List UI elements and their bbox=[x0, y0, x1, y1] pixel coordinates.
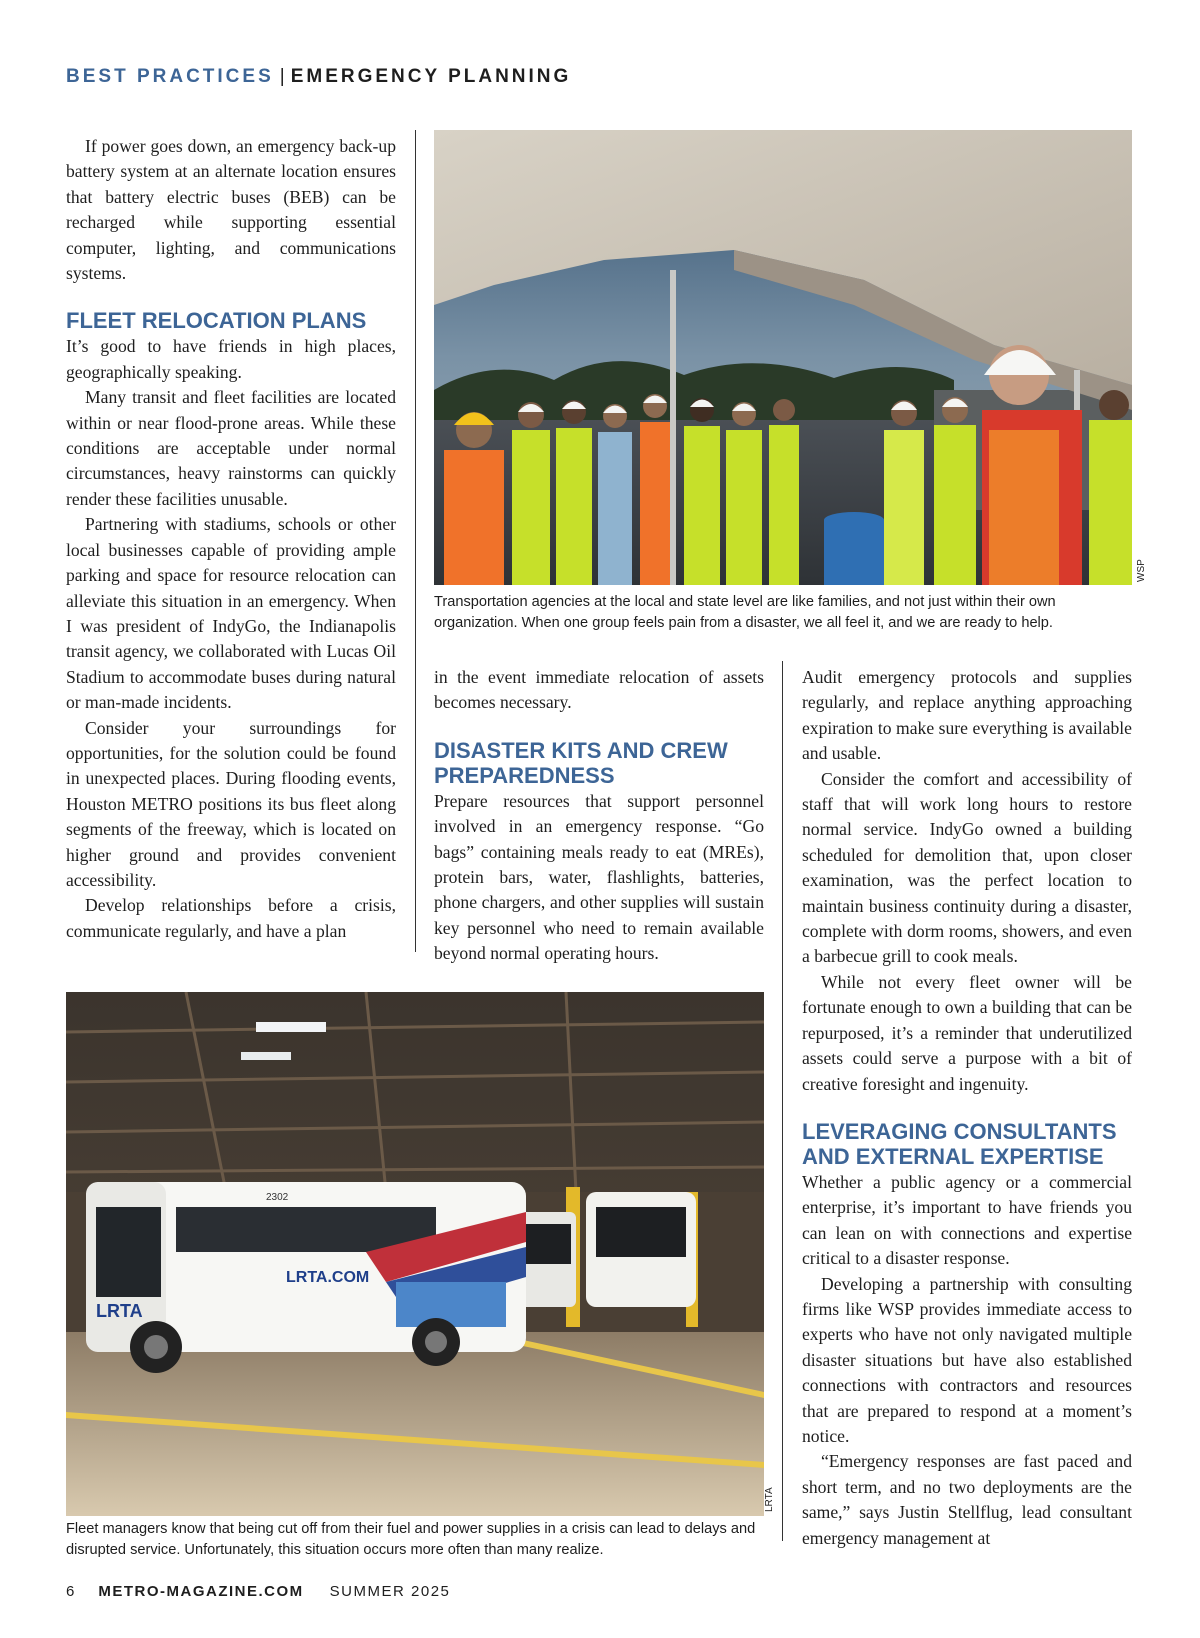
bus-number-text: 2302 bbox=[266, 1192, 289, 1203]
section-label: BEST PRACTICES bbox=[66, 66, 274, 87]
photo-credit-wsp: WSP bbox=[1136, 559, 1147, 582]
paragraph: Prepare resources that support personnel involved in an emergency response. “Go bags” containing meals ready to eat (MREs), protein bars, water, flashlights, batteries, phone chargers, and other supplies will sustain key personnel who need to remain available beyond normal operating hours. bbox=[434, 790, 764, 964]
bus-url-text: LRTA.COM bbox=[286, 1269, 370, 1286]
article-column-1 bbox=[66, 134, 396, 944]
paragraph: Many transit and fleet facilities are located within or near flood-prone areas. While these conditions are acceptable under normal circumstances, heavy rainstorms can quickly render these facilities unusable. bbox=[66, 387, 396, 509]
heading-leveraging-consultants: LEVERAGING CONSULTANTS AND EXTERNAL EXPERTISE bbox=[802, 1118, 1117, 1169]
photo-crew-briefing bbox=[434, 130, 1132, 585]
photo-caption-crew: Transportation agencies at the local and state level are like families, and not just within their own organization. When one group feels pain from a disaster, we all feel it, and we are ready to help. bbox=[434, 594, 1056, 631]
bus-brand-text: LRTA bbox=[96, 1301, 143, 1321]
column-divider bbox=[782, 661, 783, 1541]
issue-label: SUMMER 2025 bbox=[329, 1583, 451, 1600]
paragraph: Consider your surroundings for opportunities, for the solution could be found in unexpected places. During flooding events, Houston METRO positions its bus fleet along segments of the freeway, which is located on higher ground and provides convenient accessibility. bbox=[66, 717, 396, 890]
page-footer bbox=[66, 1583, 450, 1600]
photo-bus-garage bbox=[66, 992, 764, 1516]
photo-credit-lrta: LRTA bbox=[764, 1487, 775, 1512]
paragraph: Develop relationships before a crisis, communicate regularly, and have a plan bbox=[66, 895, 396, 941]
heading-fleet-relocation: FLEET RELOCATION PLANS bbox=[66, 308, 367, 334]
paragraph: Audit emergency protocols and supplies regularly, and replace anything approaching expiration to make sure everything is available and usable. bbox=[802, 667, 1132, 764]
site-name: METRO-MAGAZINE.COM bbox=[98, 1583, 304, 1600]
paragraph: in the event immediate relocation of assets becomes necessary. bbox=[434, 667, 764, 713]
paragraph: It’s good to have friends in high places, geographically speaking. bbox=[66, 336, 396, 382]
intro-paragraph: If power goes down, an emergency back-up battery system at an alternate location ensures that battery electric buses (BEB) can be recharged while supporting essential computer, lighting, and communications systems. bbox=[66, 136, 396, 284]
paragraph: Partnering with stadiums, schools or other local businesses capable of providing ample parking and space for resource relocation can alleviate this situation in an emergency. When I was president of IndyGo, the Indianapolis transit agency, we collaborated with Lucas Oil Stadium to accommodate buses during natural or man-made incidents. bbox=[66, 514, 396, 713]
section-header bbox=[66, 66, 571, 88]
header-separator: | bbox=[279, 66, 285, 87]
page-number: 6 bbox=[66, 1583, 75, 1600]
column-divider bbox=[415, 130, 416, 952]
heading-disaster-kits: DISASTER KITS AND CREW PREPAREDNESS bbox=[434, 737, 728, 788]
paragraph: Consider the comfort and accessibility of staff that will work long hours to restore normal service. IndyGo owned a building scheduled for demolition that, upon closer examination, was the perfect location to maintain business continuity during a disaster, complete with dorm rooms, showers, and even a barbecue grill to cook meals. bbox=[802, 768, 1132, 967]
crew-photo-illustration bbox=[434, 130, 1132, 585]
paragraph: Whether a public agency or a commercial enterprise, it’s important to have friends you can lean on with connections and expertise critical to a disaster response. bbox=[802, 1171, 1132, 1269]
paragraph: “Emergency responses are fast paced and short term, and no two deployments are the same,” says Justin Stellflug, lead consultant emergency management at bbox=[802, 1451, 1132, 1548]
topic-label: EMERGENCY PLANNING bbox=[290, 66, 572, 87]
paragraph: While not every fleet owner will be fortunate enough to own a building that can be repurposed, it’s a reminder that underutilized assets could serve a purpose with a bit of creative foresight and ingenuity. bbox=[802, 971, 1132, 1094]
photo-caption-bus: Fleet managers know that being cut off from their fuel and power supplies in a crisis can lead to delays and disrupted service. Unfortunately, this situation occurs more often than many realize. bbox=[66, 1521, 756, 1558]
paragraph: Developing a partnership with consulting firms like WSP provides immediate access to experts who have not only navigated multiple disaster situations but have also established connections with contractors and resources that are prepared to respond at a moment’s notice. bbox=[802, 1273, 1132, 1446]
article-column-2 bbox=[434, 665, 764, 967]
bus-garage-illustration bbox=[66, 992, 764, 1516]
article-column-3 bbox=[802, 665, 1132, 1551]
